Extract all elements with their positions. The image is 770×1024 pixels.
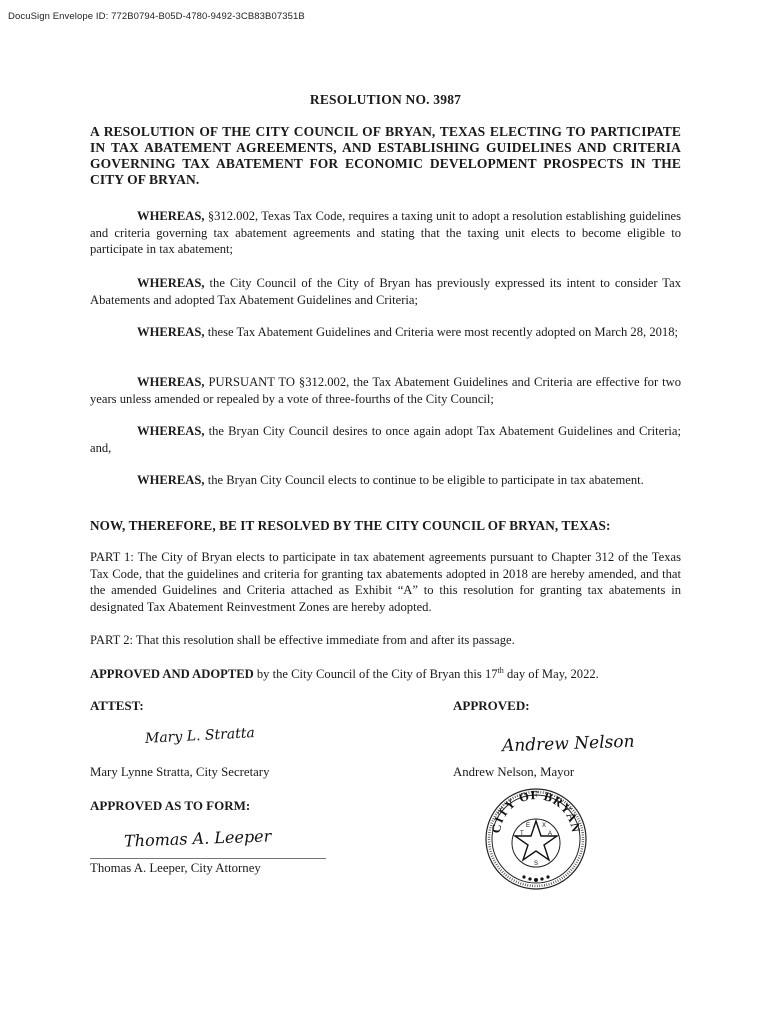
lone-star-icon [515,821,557,860]
seal-letter-a: A [548,831,553,837]
whereas-label: WHEREAS, [137,375,205,389]
whereas-paragraph-1 [90,208,681,258]
approved-date: day of May, 2022. [503,667,599,681]
attorney-signature-line [90,858,326,859]
whereas-paragraph-3 [90,324,681,341]
whereas-label: WHEREAS, [137,424,205,438]
whereas-paragraph-4 [90,374,681,407]
seal-letter-e: E [526,823,531,829]
whereas-text-1: §312.002, Texas Tax Code, requires a taxing unit to adopt a resolution establishing guidelines and criteria governing tax abatement agreements and stating that the taxing unit elects to become eligible to participate in tax abatement; [90,209,681,256]
city-seal [484,787,588,891]
seal-inner-circle [512,819,560,867]
secretary-signature: Mary L. Stratta [144,725,256,747]
seal-letter-t: T [520,831,524,837]
whereas-text-6: the Bryan City Council elects to continue to be eligible to participate in tax abatement. [204,473,644,487]
whereas-text-5: the Bryan City Council desires to once again adopt Tax Abatement Guidelines and Criteria; and, [90,424,681,455]
resolution-title: RESOLUTION NO. 3987 [309,92,462,107]
whereas-text-2: the City Council of the City of Bryan has previously expressed its intent to consider Tax Abatements and adopted Tax Abatement Guidelines and Criteria; [90,276,681,307]
attorney-name: Thomas A. Leeper, City Attorney [90,861,261,875]
attest-label: ATTEST: [90,698,144,713]
whereas-paragraph-5 [90,423,681,456]
seal-letter-x: X [542,823,547,829]
approved-adopted-line [90,666,681,683]
approved-adopted-label: APPROVED AND ADOPTED [90,667,254,681]
part-1: PART 1: The City of Bryan elects to participate in tax abatement agreements pursuant to Chapter 312 of the Texas Tax Code, that the guidelines and criteria for granting tax abatements adopted in 2018 are hereby amended, and that the amended Guidelines and Criteria attached as Exhibit “A” to this resolution for granting tax abatements in designated Tax Abatement Reinvestment Zones are hereby adopted. [90,550,681,614]
mayor-signature: Andrew Nelson [501,731,635,757]
whereas-paragraph-2 [90,275,681,308]
whereas-label: WHEREAS, [137,209,205,223]
whereas-label: WHEREAS, [137,276,205,290]
seal-city-text: CITY OF BRYAN [488,788,584,835]
whereas-paragraph-6 [90,472,681,489]
whereas-text-4: PURSUANT TO §312.002, the Tax Abatement Guidelines and Criteria are effective for two years unless amended or repealed by a vote of three-fourths of the City Council; [90,375,681,406]
mayor-name: Andrew Nelson, Mayor [453,765,575,779]
docusign-envelope-id: DocuSign Envelope ID: 772B0794-B05D-4780-9492-3CB83B07351B [8,11,305,22]
resolution-heading: A RESOLUTION OF THE CITY COUNCIL OF BRYAN, TEXAS ELECTING TO PARTICIPATE IN TAX ABATEMENT AGREEMENTS, AND ESTABLISHING GUIDELINES AND CRITERIA GOVERNING TAX ABATEMENT FOR ECONOMIC DEVELOPMENT PROSPECTS IN THE CITY OF BRYAN. [90,124,681,187]
now-therefore-heading: NOW, THEREFORE, BE IT RESOLVED BY THE CITY COUNCIL OF BRYAN, TEXAS: [90,518,611,533]
attorney-signature: Thomas A. Leeper [123,826,272,851]
whereas-label: WHEREAS, [137,325,205,339]
whereas-text-3: these Tax Abatement Guidelines and Criteria were most recently adopted on March 28, 2018; [204,325,679,339]
day-suffix: th [497,665,504,675]
seal-bottom-dots [522,875,549,882]
approved-as-to-form-label: APPROVED AS TO FORM: [90,798,251,813]
secretary-name: Mary Lynne Stratta, City Secretary [90,765,270,779]
whereas-label: WHEREAS, [137,473,205,487]
approved-label: APPROVED: [453,698,530,713]
approved-text: by the City Council of the City of Bryan this 17 [253,667,498,681]
part-2: PART 2: That this resolution shall be effective immediate from and after its passage. [90,633,515,647]
seal-letter-s: S [534,861,539,867]
